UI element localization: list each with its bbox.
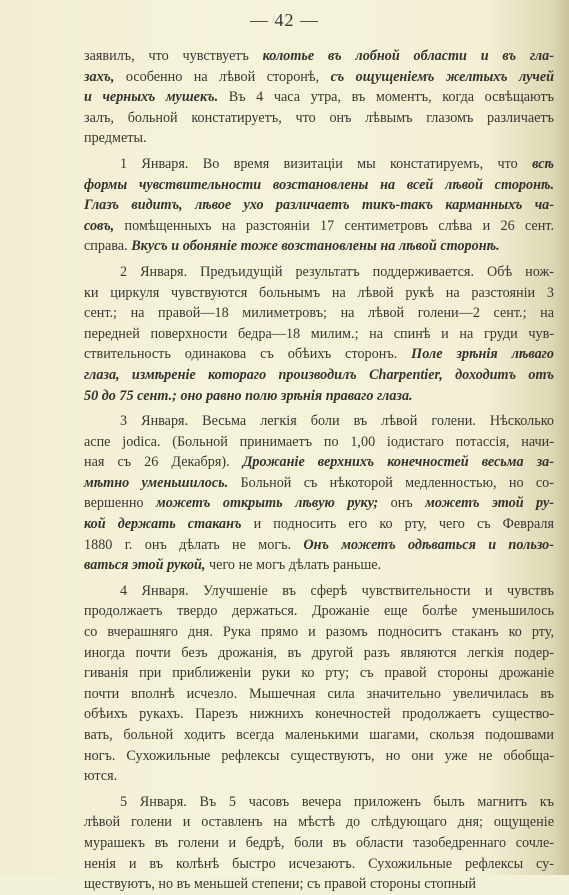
emphasized-text: кой держать стаканъ: [84, 516, 242, 533]
emphasized-text: и черныхъ мушекъ.: [84, 89, 219, 106]
emphasized-text: ваться этой рукой,: [84, 557, 206, 574]
text-run: ки циркуля чувствуются больнымъ на лѣвой рукѣ на разстояніи 3: [84, 284, 554, 301]
text-run: помѣщенныхъ на разстояніи 17 сентиметровъ слѣва и 26 сент.: [114, 217, 554, 234]
text-line: [84, 725, 554, 746]
emphasized-text: мѣтно уменьшилось.: [84, 474, 229, 491]
emphasized-text: 50 до 75 сент.; оно равно полю зрѣнія праваго глаза.: [84, 387, 413, 404]
text-line: [84, 452, 554, 473]
text-run: 5 Января. Въ 5 часовъ вечера приложенъ былъ магнитъ къ: [120, 793, 554, 810]
paragraph: [84, 154, 554, 257]
text-line: [84, 262, 554, 283]
text-line: [84, 812, 554, 833]
text-line: [84, 128, 554, 149]
text-line: [84, 283, 554, 304]
emphasized-text: можетъ этой ру-: [425, 495, 554, 512]
text-run: вершенно: [84, 495, 156, 512]
text-run: продолжаетъ твердо держаться. Дрожаніе еще болѣе уменьшилось: [84, 603, 554, 620]
text-line: [84, 344, 554, 365]
text-run: заявилъ, что чувствуетъ: [84, 48, 263, 64]
emphasized-text: Дрожаніе верхнихъ конечностей весьма за-: [242, 454, 555, 471]
text-run: Въ 4 часа утра, въ моментъ, когда освѣщаютъ: [218, 89, 554, 106]
text-line: [84, 663, 554, 684]
text-run: 1 Января. Во время визитаціи мы констатируемъ, что: [120, 155, 533, 172]
text-run: и подносить его ко рту, чего съ Февраля: [241, 516, 554, 533]
paragraph: [84, 46, 554, 149]
text-line: [84, 874, 554, 895]
text-line: [84, 154, 554, 175]
text-line: [84, 643, 554, 664]
emphasized-text: глаза, измѣреніе котораго производилъ Charpentier, доходитъ отъ: [84, 366, 554, 383]
text-line: [84, 411, 554, 432]
page-number: — 42 —: [250, 10, 319, 30]
text-line: [84, 195, 554, 216]
text-run: Больной съ нѣкоторой медленностью, но со-: [228, 474, 554, 491]
text-line: [84, 175, 554, 196]
text-run: ствительность одинакова съ обѣихъ сторонъ.: [84, 346, 412, 363]
text-run: особенно на лѣвой сторонѣ,: [114, 68, 331, 85]
text-run: 1880 г. онъ дѣлать не могъ.: [84, 536, 304, 553]
text-run: мурашекъ въ голени и бедрѣ, боли въ области тазобедреннаго сочле-: [84, 834, 554, 851]
paragraph: [84, 411, 554, 576]
text-line: [84, 514, 554, 535]
emphasized-text: совъ,: [84, 217, 115, 234]
text-line: [84, 473, 554, 494]
text-line: [84, 324, 554, 345]
text-run: 4 Января. Улучшеніе въ сферѣ чувствительности и чувствъ: [120, 582, 554, 599]
text-line: [84, 493, 554, 514]
text-line: [84, 746, 554, 767]
text-run: ненія и въ колѣнѣ быстро исчезаютъ. Сухожильные рефлексы су-: [84, 855, 554, 872]
text-run: лѣвой голени и оставленъ на мѣстѣ до слѣдующаго дня; ощущеніе: [84, 814, 554, 831]
text-line: [84, 236, 554, 257]
text-run: ногъ. Сухожильные рефлексы существуютъ, но они уже не обобща-: [84, 747, 554, 764]
text-run: 2 Января. Предъидущій результатъ поддерживается. Обѣ нож-: [120, 263, 554, 280]
text-line: [84, 581, 554, 602]
text-run: чего не могъ дѣлать раньше.: [205, 557, 382, 574]
text-run: aспе jodica. (Больной принимаетъ по 1,00 іодистаго потассія, начи-: [84, 433, 554, 450]
text-line: [84, 601, 554, 622]
emphasized-text: Поле зрѣнія лѣваго: [411, 346, 554, 363]
text-line: [84, 67, 554, 88]
paragraph: [84, 581, 554, 787]
paragraph: [84, 262, 554, 406]
text-line: [84, 833, 554, 854]
text-line: [84, 87, 554, 108]
text-line: [84, 216, 554, 237]
text-line: [84, 46, 554, 67]
text-line: [84, 555, 554, 576]
text-run: залъ, больной констатируетъ, что онъ лѣвымъ глазомъ различаетъ: [84, 109, 554, 126]
emphasized-text: Вкусъ и обоняніе тоже возстановлены на лѣвой сторонѣ.: [131, 238, 500, 255]
text-line: [84, 365, 554, 386]
text-run: иногда почти безъ дрожанія, въ другой разъ являются легкія подер-: [84, 644, 554, 661]
emphasized-text: можетъ открыть лѣвую руку;: [155, 495, 379, 512]
text-run: сент.; на правой—18 милиметровъ; на лѣвой голени—2 сент.; на: [84, 305, 554, 322]
text-line: [84, 704, 554, 725]
text-run: 3 Января. Весьма легкія боли въ лѣвой голени. Нѣсколько: [120, 413, 554, 430]
page-body-text: [84, 46, 554, 895]
text-run: ная съ 26 Декабря).: [84, 454, 243, 471]
text-line: [84, 622, 554, 643]
emphasized-text: всѣ: [532, 155, 554, 172]
text-line: [84, 535, 554, 556]
text-run: почти вполнѣ исчезло. Мышечная сила значительно увеличилась въ: [84, 685, 554, 702]
text-line: [84, 432, 554, 453]
text-run: онъ: [378, 495, 426, 512]
text-line: [84, 303, 554, 324]
text-run: передней поверхности бедра—18 милим.; на спинѣ и на груди чув-: [84, 325, 554, 342]
emphasized-text: Онъ можетъ одѣваться и пользо-: [303, 536, 554, 553]
text-line: [84, 684, 554, 705]
emphasized-text: формы чувствительности возстановлены на всей лѣвой сторонѣ.: [84, 176, 554, 193]
emphasized-text: захъ,: [84, 68, 115, 85]
text-line: [84, 854, 554, 875]
emphasized-text: съ ощущеніемъ желтыхъ лучей: [330, 68, 555, 85]
text-line: [84, 792, 554, 813]
text-run: со вчерашняго дня. Рука прямо и разомъ подноситъ стаканъ ко рту,: [84, 624, 554, 641]
emphasized-text: колотье въ лобной области и въ гла-: [262, 48, 554, 64]
emphasized-text: Глазъ видитъ, лѣвое ухо различаетъ тикъ-такъ карманныхъ ча-: [84, 197, 554, 214]
text-line: [84, 766, 554, 787]
text-run: вать, больной ходитъ всегда маленькими шагами, скользя подошвами: [84, 727, 554, 743]
text-line: [84, 108, 554, 129]
paragraph: [84, 792, 554, 895]
text-run: обѣихъ рукахъ. Парезъ нижнихъ конечностей продолжаетъ существо-: [84, 706, 554, 723]
text-run: справа.: [84, 238, 132, 255]
text-run: гиванія при приближеніи руки ко рту; съ правой стороны дрожаніе: [84, 665, 554, 682]
text-line: [84, 386, 554, 407]
text-run: ются.: [84, 768, 118, 785]
text-run: ществуютъ, но въ меньшей степени; съ правой стороны стопный: [84, 876, 476, 893]
text-run: предметы.: [84, 130, 147, 147]
